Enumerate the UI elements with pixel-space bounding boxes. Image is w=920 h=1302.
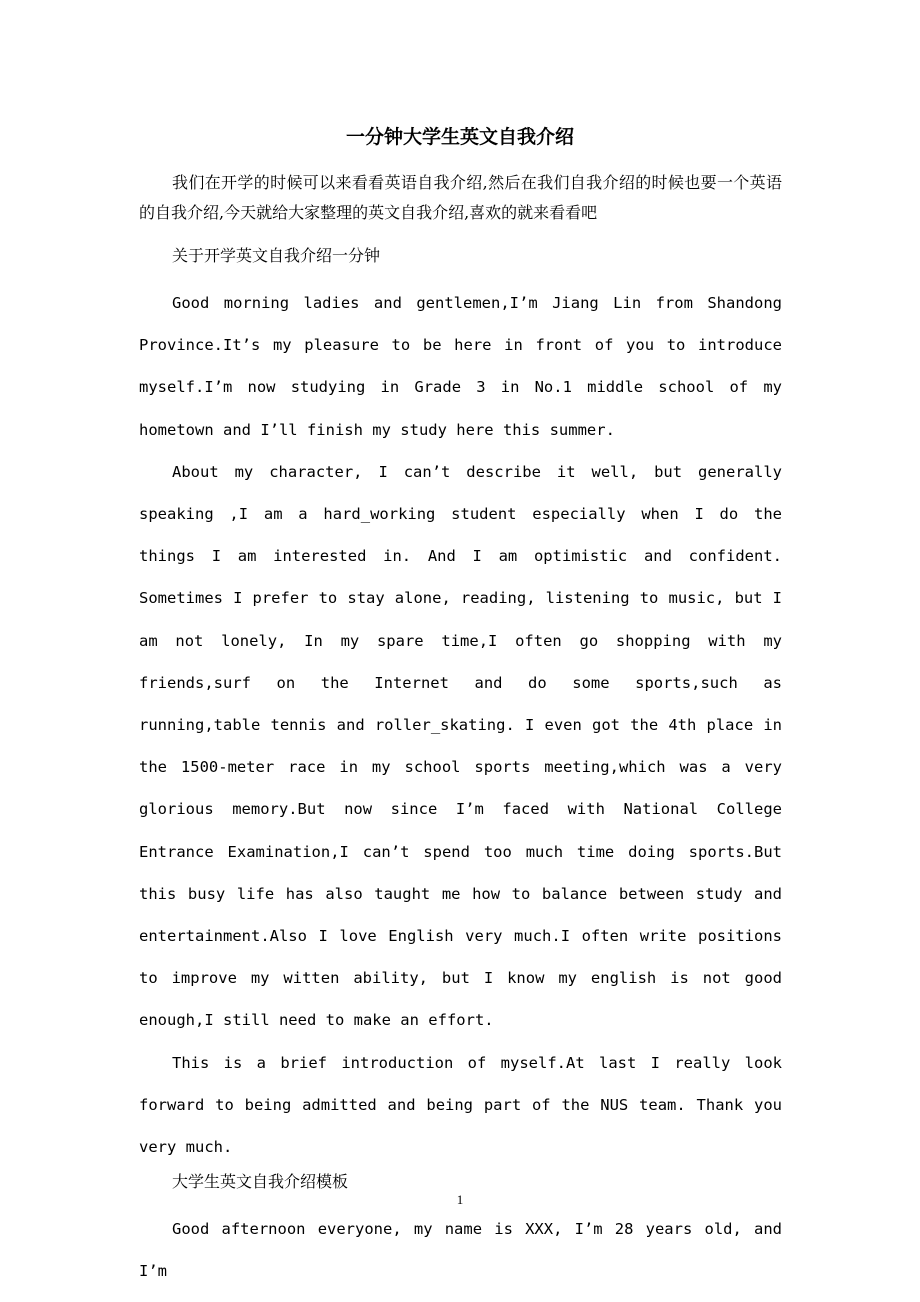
section1-paragraph-1: Good morning ladies and gentlemen,I’m Jiang Lin from Shandong Province.It’s my pleasure to be here in front of you to introduce myself.I’m now studying in Grade 3 in No.1 middle school of my hometown and I’ll finish my study here this summer. xyxy=(139,294,782,439)
section1-paragraph-3: This is a brief introduction of myself.At last I really look forward to being admitted and being part of the NUS team. Thank you very much. xyxy=(139,1053,782,1157)
section1-paragraph-2: About my character, I can’t describe it well, but generally speaking ,I am a hard_working student especially when I do the things I am interested in. And I am optimistic and confident. Sometimes I prefer to stay alone, reading, listening to music, but I am not lonely, In my spare time,I often go shopping with my friends,surf on the Internet and do some sports,such as running,table tennis and roller_skating. I even got the 4th place in the 1500-meter race in my school sports meeting,which was a very glorious memory.But now since I’m faced with National College Entrance Examination,I can’t spend too much time doing sports.But this busy life has also taught me how to balance between study and entertainment.Also I love English very much.I often write positions to improve my witten ability, but I know my english is not good enough,I still need to make an effort. xyxy=(139,462,782,1030)
section-heading-2: 大学生英文自我介绍模板 xyxy=(172,1172,349,1192)
section-heading-1: 关于开学英文自我介绍一分钟 xyxy=(172,246,381,265)
section2-paragraph-1: Good afternoon everyone, my name is XXX, I’m 28 years old, and I’m xyxy=(139,1220,782,1281)
intro-paragraph: 我们在开学的时候可以来看看英语自我介绍,然后在我们自我介绍的时候也要一个英语的自我介绍,今天就给大家整理的英文自我介绍,喜欢的就来看看吧 xyxy=(139,173,782,222)
page-number: 1 xyxy=(456,1192,464,1207)
document-body xyxy=(139,168,782,1293)
document-title: 一分钟大学生英文自我介绍 xyxy=(345,126,574,148)
